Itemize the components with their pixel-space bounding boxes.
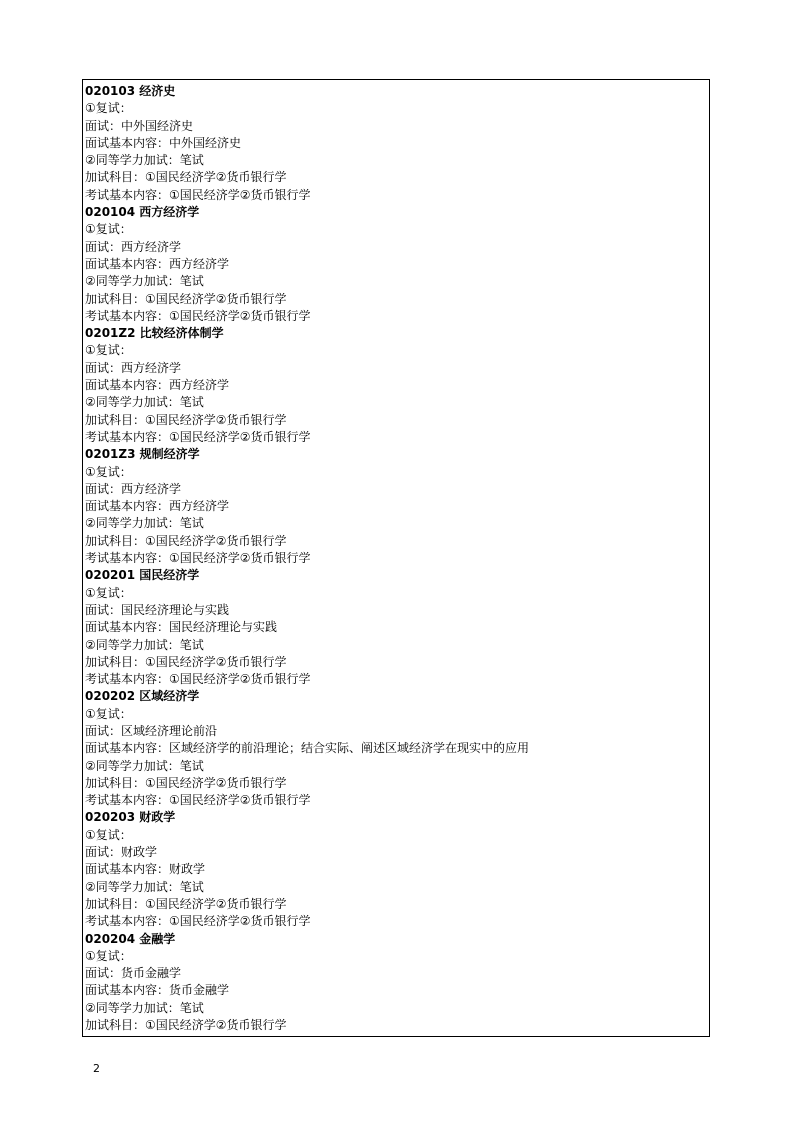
page-number: 2 [93, 1062, 100, 1075]
content-line: 面试基本内容：国民经济理论与实践 [85, 620, 278, 635]
content-line: 加试科目：①国民经济学②货币银行学 [85, 533, 287, 548]
content-line: ②同等学力加试：笔试 [85, 637, 204, 652]
content-line: 面试：区域经济理论前沿 [85, 723, 218, 738]
content-line: 面试：西方经济学 [85, 481, 182, 496]
content-line: 面试：国民经济理论与实践 [85, 602, 230, 617]
program-heading: 020201 国民经济学 [85, 568, 200, 583]
content-line: 面试基本内容：财政学 [85, 862, 206, 877]
content-line: ①复试： [85, 585, 132, 600]
content-line: 考试基本内容：①国民经济学②货币银行学 [85, 914, 311, 929]
content-line: 面试基本内容：西方经济学 [85, 499, 230, 514]
content-line: ①复试： [85, 827, 132, 842]
content-line: ①复试： [85, 101, 132, 116]
content-line: ②同等学力加试：笔试 [85, 516, 204, 531]
content-line: ②同等学力加试：笔试 [85, 1000, 204, 1015]
content-line: 面试：西方经济学 [85, 239, 182, 254]
content-line: 考试基本内容：①国民经济学②货币银行学 [85, 308, 311, 323]
program-heading: 0201Z2 比较经济体制学 [85, 326, 224, 341]
content-line: ②同等学力加试：笔试 [85, 395, 204, 410]
content-line: ②同等学力加试：笔试 [85, 758, 204, 773]
content-line: 加试科目：①国民经济学②货币银行学 [85, 654, 287, 669]
program-heading: 020104 西方经济学 [85, 205, 200, 220]
content-line: 面试基本内容：中外国经济史 [85, 135, 242, 150]
content-line: 加试科目：①国民经济学②货币银行学 [85, 291, 287, 306]
content-line: ①复试： [85, 948, 132, 963]
content-line: ①复试： [85, 343, 132, 358]
program-heading: 0201Z3 规制经济学 [85, 447, 200, 462]
content-line: 考试基本内容：①国民经济学②货币银行学 [85, 429, 311, 444]
content-line: 面试基本内容：西方经济学 [85, 256, 230, 271]
content-line: 考试基本内容：①国民经济学②货币银行学 [85, 793, 311, 808]
content-line: 考试基本内容：①国民经济学②货币银行学 [85, 551, 311, 566]
content-line: 加试科目：①国民经济学②货币银行学 [85, 412, 287, 427]
content-line: 面试：财政学 [85, 845, 158, 860]
content-line: ②同等学力加试：笔试 [85, 153, 204, 168]
content-line: 面试基本内容：区域经济学的前沿理论；结合实际、阐述区域经济学在现实中的应用 [85, 741, 530, 756]
content-line: 加试科目：①国民经济学②货币银行学 [85, 775, 287, 790]
content-line: 面试基本内容：西方经济学 [85, 378, 230, 393]
content-line: 面试：货币金融学 [85, 966, 182, 981]
content-line: 加试科目：①国民经济学②货币银行学 [85, 896, 287, 911]
content-line: 考试基本内容：①国民经济学②货币银行学 [85, 187, 311, 202]
program-heading: 020204 金融学 [85, 931, 176, 946]
content-line: ②同等学力加试：笔试 [85, 274, 204, 289]
content-line: ①复试： [85, 464, 132, 479]
content-line: ②同等学力加试：笔试 [85, 879, 204, 894]
document-content-box [82, 79, 710, 1037]
content-line: 加试科目：①国民经济学②货币银行学 [85, 170, 287, 185]
program-heading: 020103 经济史 [85, 84, 176, 98]
content-line: ①复试： [85, 706, 132, 721]
program-heading: 020202 区域经济学 [85, 689, 200, 704]
program-heading: 020203 财政学 [85, 810, 176, 825]
content-line: ①复试： [85, 222, 132, 237]
content-line: 面试：西方经济学 [85, 360, 182, 375]
content-line: 加试科目：①国民经济学②货币银行学 [85, 1018, 287, 1033]
content-line: 面试基本内容：货币金融学 [85, 983, 230, 998]
content-line: 考试基本内容：①国民经济学②货币银行学 [85, 672, 311, 687]
content-line: 面试：中外国经济史 [85, 118, 194, 133]
